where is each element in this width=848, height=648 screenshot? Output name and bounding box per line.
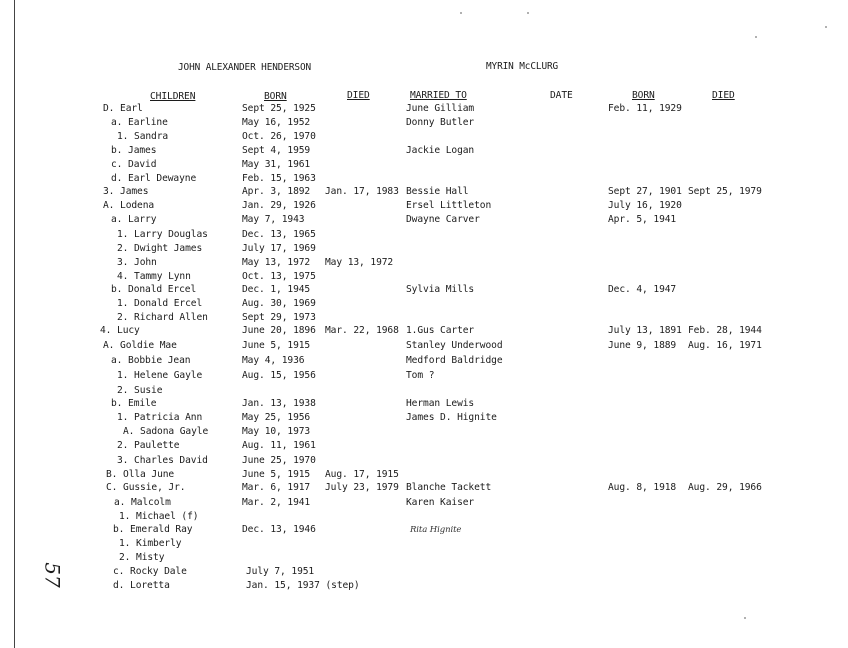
child-born: May 13, 1972 xyxy=(242,257,311,268)
child-died: Jan. 17, 1983 xyxy=(325,186,399,197)
spouse-name: Karen Kaiser xyxy=(406,497,475,508)
spouse-name: June Gilliam xyxy=(406,103,475,114)
spouse-name: Blanche Tackett xyxy=(406,482,492,493)
child-name: 2. Paulette xyxy=(117,440,180,451)
spouse-name: Dwayne Carver xyxy=(406,214,480,225)
child-name: d. Loretta xyxy=(113,580,170,591)
child-born: May 31, 1961 xyxy=(242,159,311,170)
spouse-born: July 13, 1891 xyxy=(608,325,682,336)
spouse-name: Stanley Underwood xyxy=(406,340,503,351)
child-name: D. Earl xyxy=(103,103,143,114)
spouse-died: Aug. 16, 1971 xyxy=(688,340,762,351)
child-born: May 7, 1943 xyxy=(242,214,305,225)
child-born: Sept 29, 1973 xyxy=(242,312,316,323)
child-name: 2. Susie xyxy=(117,385,163,396)
spouse-died: Sept 25, 1979 xyxy=(688,186,762,197)
child-born: May 25, 1956 xyxy=(242,412,311,423)
child-name: 1. Patricia Ann xyxy=(117,412,203,423)
child-born: Jan. 13, 1938 xyxy=(242,398,316,409)
spouse-born: Sept 27, 1901 xyxy=(608,186,682,197)
child-name: c. David xyxy=(111,159,157,170)
child-born: Oct. 13, 1975 xyxy=(242,271,316,282)
spouse-name: Ersel Littleton xyxy=(406,200,492,211)
col-married-to: MARRIED TO xyxy=(410,90,467,101)
child-name: 2. Misty xyxy=(119,552,165,563)
spouse-name: Bessie Hall xyxy=(406,186,469,197)
child-born: Dec. 13, 1965 xyxy=(242,229,316,240)
child-name: A. Sadona Gayle xyxy=(123,426,209,437)
child-name: 4. Lucy xyxy=(100,325,140,336)
spouse-name: Tom ? xyxy=(406,370,435,381)
spouse-died: Feb. 28, 1944 xyxy=(688,325,762,336)
spouse-born: Dec. 4, 1947 xyxy=(608,284,677,295)
child-born: July 7, 1951 xyxy=(246,566,315,577)
husband-name: JOHN ALEXANDER HENDERSON xyxy=(178,62,312,73)
child-born: June 20, 1896 xyxy=(242,325,316,336)
col-died: DIED xyxy=(347,90,370,101)
spouse-name: James D. Hignite xyxy=(406,412,497,423)
spouse-born: June 9, 1889 xyxy=(608,340,677,351)
child-name: b. Donald Ercel xyxy=(111,284,197,295)
child-name: A. Goldie Mae xyxy=(103,340,177,351)
child-born: May 4, 1936 xyxy=(242,355,305,366)
spouse-name: Rita Hignite xyxy=(410,525,462,535)
child-name: 1. Sandra xyxy=(117,131,169,142)
child-born: Sept 25, 1925 xyxy=(242,103,316,114)
col-spouse-born: BORN xyxy=(632,90,655,101)
child-name: a. Malcolm xyxy=(114,497,171,508)
child-born: Dec. 1, 1945 xyxy=(242,284,311,295)
child-name: d. Earl Dewayne xyxy=(111,173,197,184)
child-born: Aug. 15, 1956 xyxy=(242,370,316,381)
spouse-born: Feb. 11, 1929 xyxy=(608,103,682,114)
spouse-name: 1.Gus Carter xyxy=(406,325,475,336)
child-name: 3. Charles David xyxy=(117,455,208,466)
child-name: a. Larry xyxy=(111,214,157,225)
spouse-name: Medford Baldridge xyxy=(406,355,503,366)
spouse-died: Aug. 29, 1966 xyxy=(688,482,762,493)
col-date: DATE xyxy=(550,90,573,101)
spouse-name: Sylvia Mills xyxy=(406,284,475,295)
child-born: May 10, 1973 xyxy=(242,426,311,437)
child-died: July 23, 1979 xyxy=(325,482,399,493)
child-name: b. Emerald Ray xyxy=(113,524,193,535)
child-name: C. Gussie, Jr. xyxy=(106,482,186,493)
child-name: 1. Kimberly xyxy=(119,538,182,549)
child-name: 1. Michael (f) xyxy=(119,511,199,522)
spouse-name: Herman Lewis xyxy=(406,398,475,409)
child-born: Feb. 15, 1963 xyxy=(242,173,316,184)
child-born: Jan. 15, 1937 (step) xyxy=(246,580,360,591)
child-name: b. James xyxy=(111,145,157,156)
spouse-name: Jackie Logan xyxy=(406,145,475,156)
child-died: Mar. 22, 1968 xyxy=(325,325,399,336)
child-born: Aug. 30, 1969 xyxy=(242,298,316,309)
child-born: Mar. 2, 1941 xyxy=(242,497,311,508)
child-name: a. Bobbie Jean xyxy=(111,355,191,366)
child-died: Aug. 17, 1915 xyxy=(325,469,399,480)
col-children: CHILDREN xyxy=(150,91,196,102)
wife-name: MYRIN McCLURG xyxy=(486,61,559,72)
binding-margin-line xyxy=(14,0,15,648)
child-name: b. Emile xyxy=(111,398,157,409)
child-name: 3. John xyxy=(117,257,157,268)
child-born: Oct. 26, 1970 xyxy=(242,131,316,142)
spouse-born: Aug. 8, 1918 xyxy=(608,482,677,493)
child-name: A. Lodena xyxy=(103,200,155,211)
child-born: May 16, 1952 xyxy=(242,117,311,128)
page-number: 57 xyxy=(40,562,65,588)
spouse-born: Apr. 5, 1941 xyxy=(608,214,677,225)
child-born: Aug. 11, 1961 xyxy=(242,440,316,451)
child-name: 4. Tammy Lynn xyxy=(117,271,191,282)
child-name: 2. Dwight James xyxy=(117,243,203,254)
child-born: Sept 4, 1959 xyxy=(242,145,311,156)
child-born: June 25, 1970 xyxy=(242,455,316,466)
child-name: 1. Larry Douglas xyxy=(117,229,208,240)
child-name: 3. James xyxy=(103,186,149,197)
child-born: Jan. 29, 1926 xyxy=(242,200,316,211)
child-born: Dec. 13, 1946 xyxy=(242,524,316,535)
child-died: May 13, 1972 xyxy=(325,257,394,268)
child-name: a. Earline xyxy=(111,117,168,128)
child-born: July 17, 1969 xyxy=(242,243,316,254)
child-name: c. Rocky Dale xyxy=(113,566,187,577)
child-name: 1. Donald Ercel xyxy=(117,298,203,309)
child-born: June 5, 1915 xyxy=(242,469,311,480)
child-name: B. Olla June xyxy=(106,469,175,480)
spouse-born: July 16, 1920 xyxy=(608,200,682,211)
child-name: 1. Helene Gayle xyxy=(117,370,203,381)
spouse-name: Donny Butler xyxy=(406,117,475,128)
child-born: Apr. 3, 1892 xyxy=(242,186,311,197)
child-name: 2. Richard Allen xyxy=(117,312,208,323)
col-spouse-died: DIED xyxy=(712,90,735,101)
child-born: Mar. 6, 1917 xyxy=(242,482,311,493)
col-born: BORN xyxy=(264,91,287,102)
child-born: June 5, 1915 xyxy=(242,340,311,351)
